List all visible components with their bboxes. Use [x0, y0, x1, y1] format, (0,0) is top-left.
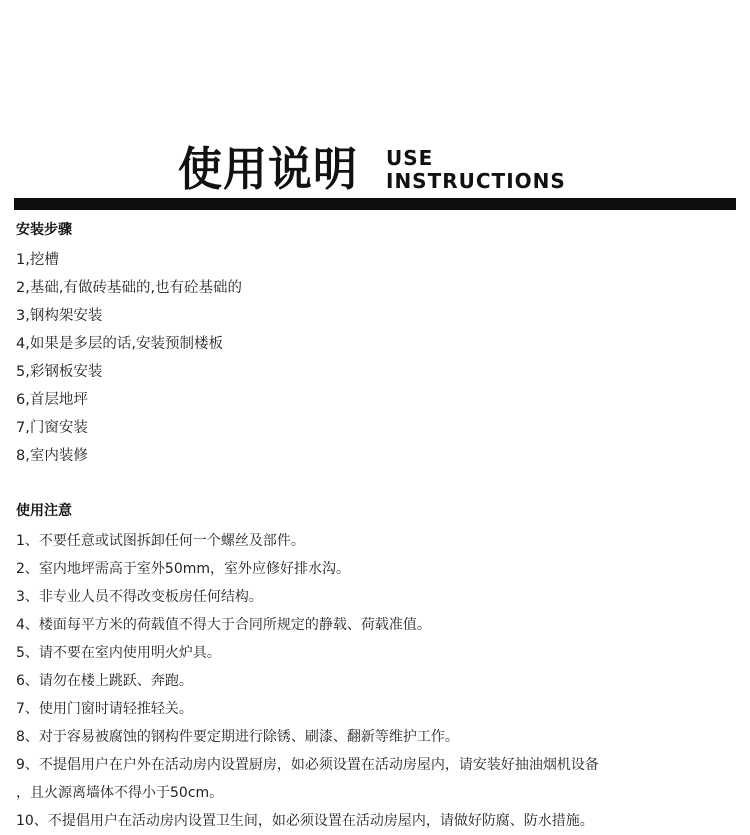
install-step: 4,如果是多层的话,安装预制楼板 — [16, 336, 223, 352]
usage-note: 6、请勿在楼上跳跃、奔跑。 — [16, 673, 193, 689]
install-step: 2,基础,有做砖基础的,也有砼基础的 — [16, 280, 243, 296]
install-step: 1,挖槽 — [16, 252, 59, 268]
install-steps-heading: 安装步骤 — [16, 222, 72, 238]
title-english-line2: INSTRUCTIONS — [386, 169, 566, 193]
usage-note: 2、室内地坪需高于室外50mm，室外应修好排水沟。 — [16, 561, 350, 577]
usage-note: 8、对于容易被腐蚀的钢构件要定期进行除锈、刷漆、翻新等维护工作。 — [16, 729, 459, 745]
usage-note: 5、请不要在室内使用明火炉具。 — [16, 645, 221, 661]
install-step: 3,钢构架安装 — [16, 308, 103, 324]
install-step: 7,门窗安装 — [16, 420, 88, 436]
install-step: 6,首层地坪 — [16, 392, 88, 408]
title-chinese: 使用说明 — [178, 143, 358, 197]
usage-note: 9、不提倡用户在户外在活动房内设置厨房，如必须设置在活动房屋内，请安装好抽油烟机设备 — [16, 757, 599, 773]
usage-note: 7、使用门窗时请轻推轻关。 — [16, 701, 193, 717]
usage-note-continuation: ，且火源离墙体不得小于50cm。 — [16, 785, 224, 801]
install-step: 8,室内装修 — [16, 448, 88, 464]
title-english — [386, 147, 566, 192]
page-title — [178, 143, 598, 195]
install-step: 5,彩钢板安装 — [16, 364, 103, 380]
usage-notes-heading: 使用注意 — [16, 503, 72, 519]
install-steps-section — [16, 218, 741, 470]
usage-note: 10、不提倡用户在活动房内设置卫生间，如必须设置在活动房屋内，请做好防腐、防水措施。 — [16, 813, 594, 829]
title-english-line1: USE — [386, 146, 434, 170]
usage-note: 1、不要任意或试图拆卸任何一个螺丝及部件。 — [16, 533, 305, 549]
usage-note: 3、非专业人员不得改变板房任何结构。 — [16, 589, 263, 605]
usage-note: 4、楼面每平方米的荷载值不得大于合同所规定的静载、荷载准值。 — [16, 617, 431, 633]
title-divider — [14, 198, 736, 210]
usage-notes-section — [16, 499, 741, 835]
